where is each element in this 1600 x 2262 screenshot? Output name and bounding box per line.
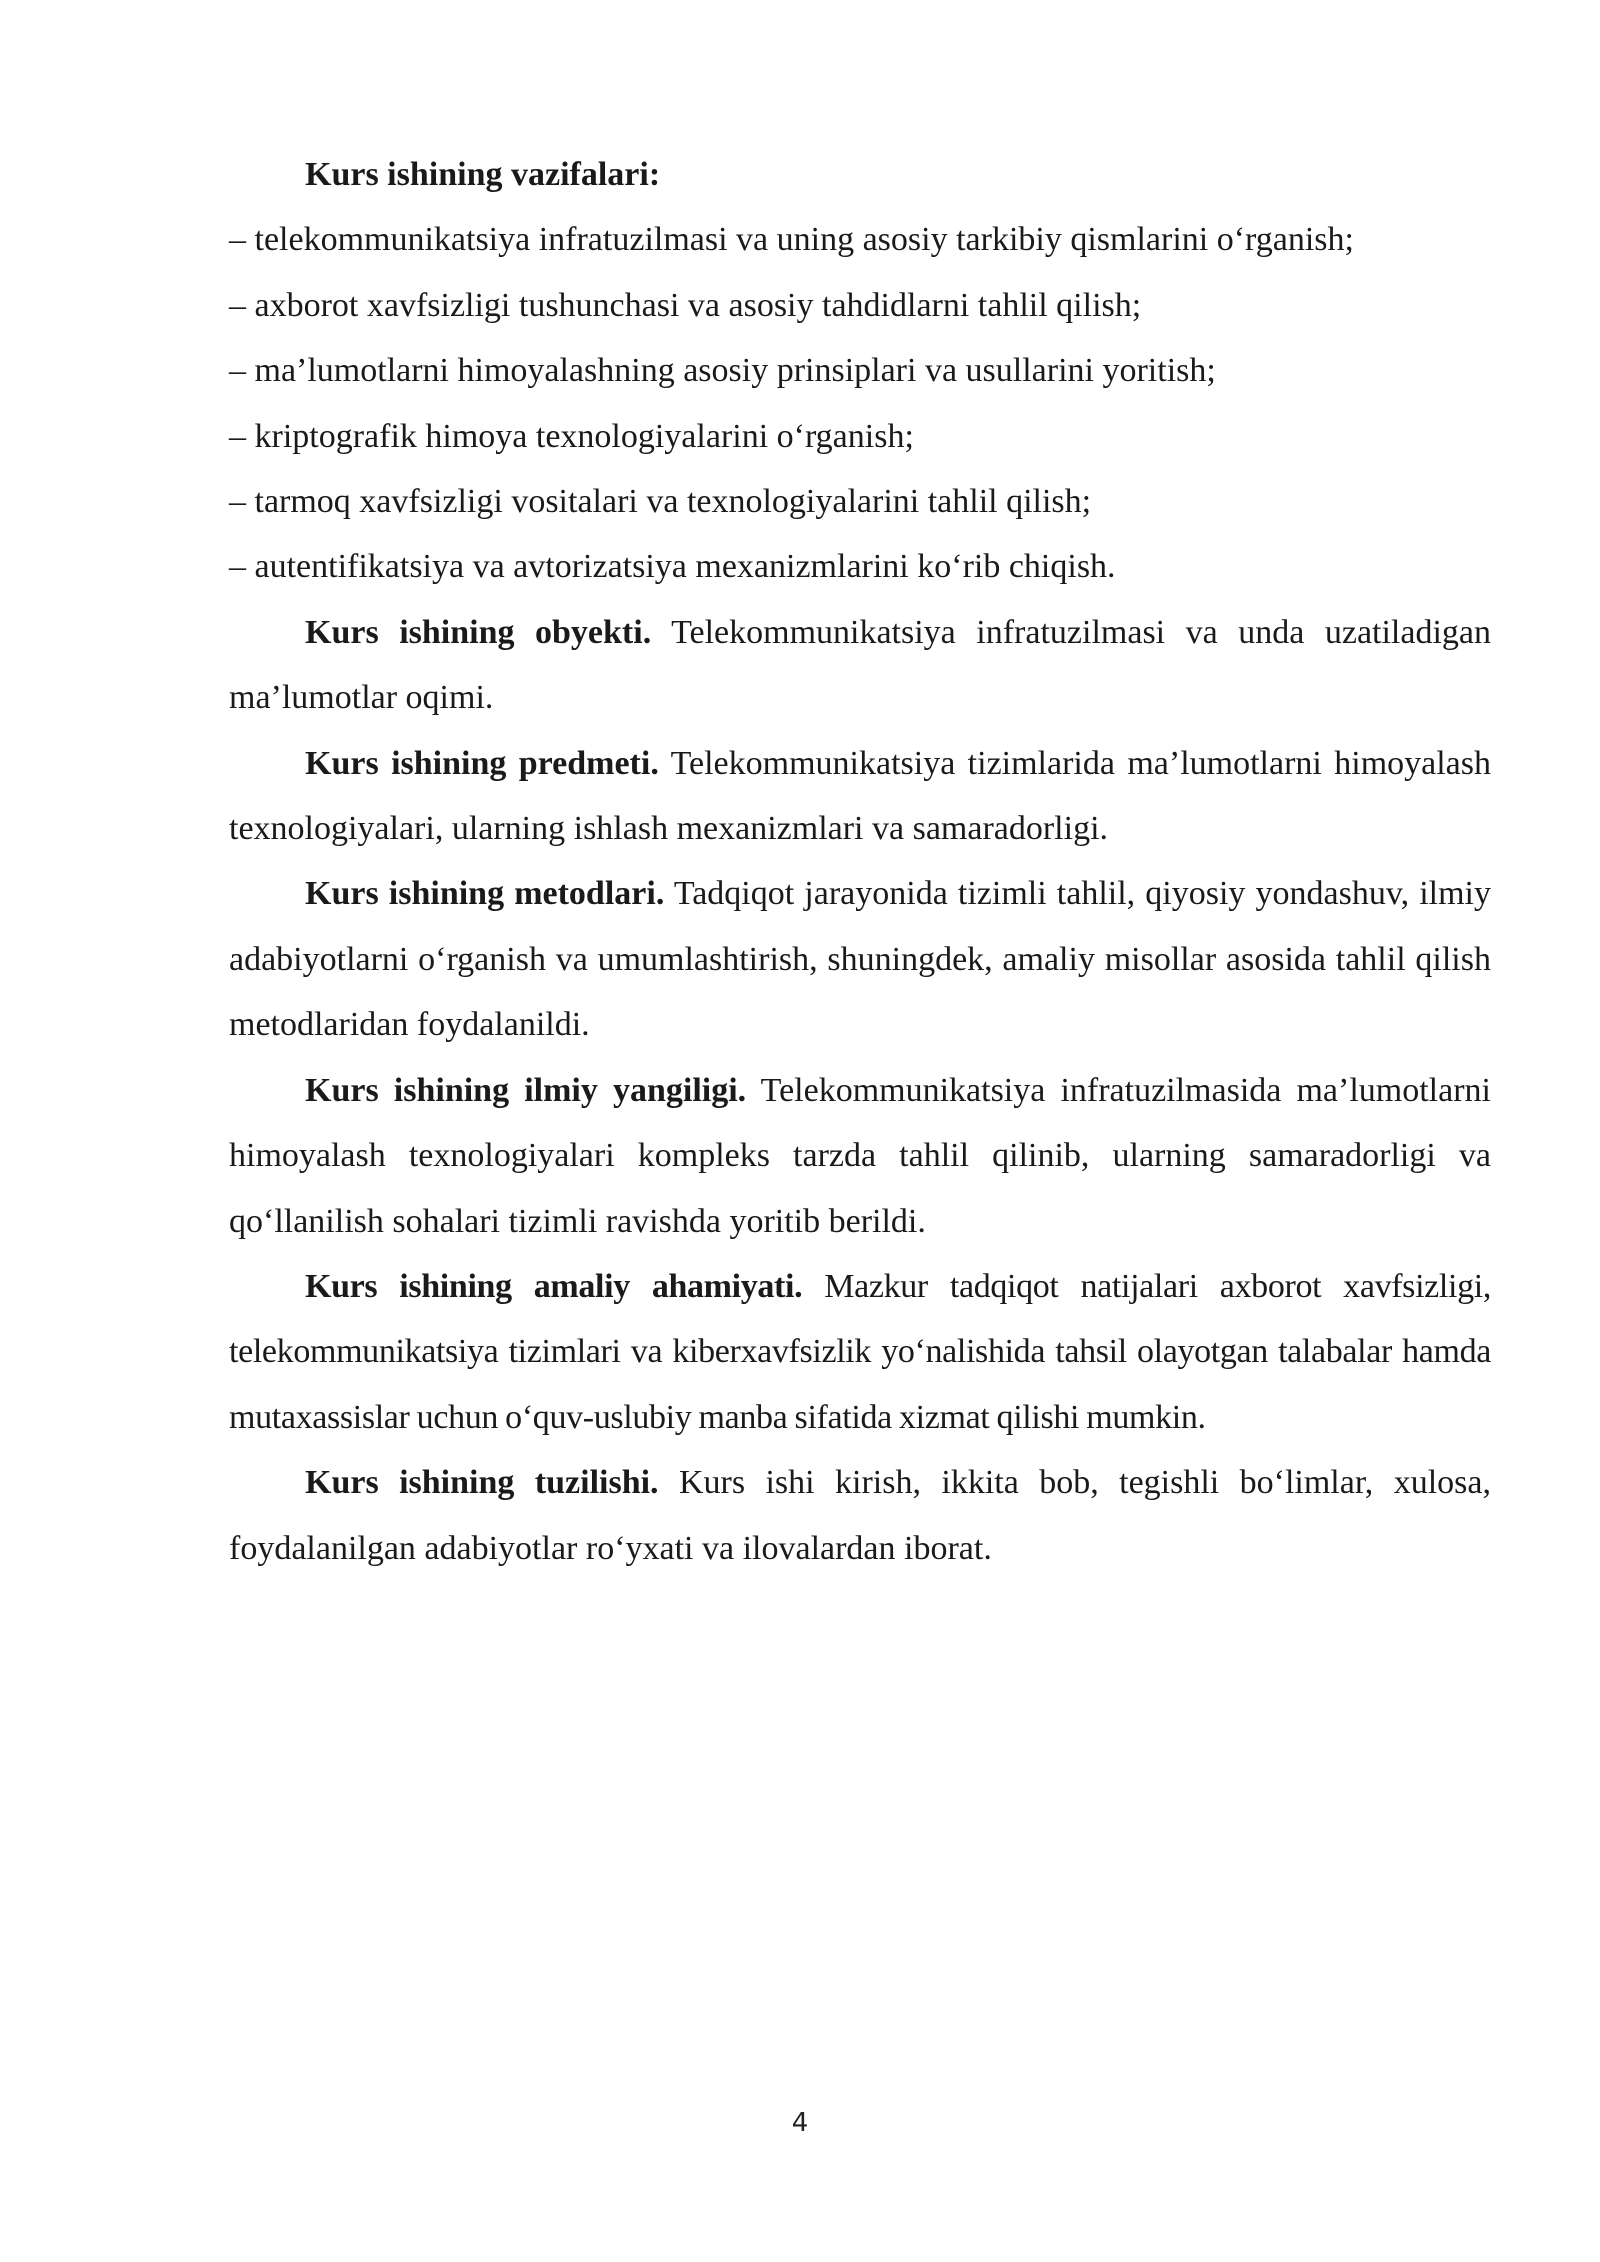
section-methods — [229, 861, 1491, 1057]
section-lead: Kurs ishining tuzilishi. — [305, 1464, 659, 1502]
section-text: Telekommunikatsiya infratuzilmasi va unda uzatiladigan ma’lumotlar oqimi. — [229, 613, 1492, 717]
section-text: Telekommunikatsiya infratuzilmasida ma’lumotlarni himoyalash texnologiyalari kompleks tarzda tahlil qilinib, ularning samaradorligi va qo‘llanilish sohalari tizimli ravishda yoritib berildi. — [229, 1071, 1491, 1240]
section-lead: Kurs ishining metodlari. — [305, 875, 665, 913]
section-practical-value — [229, 1254, 1491, 1450]
section-text: Telekommunikatsiya tizimlarida ma’lumotlarni himoyalash texnologiyalari, ularning ishlash mexanizmlari va samaradorligi. — [229, 744, 1491, 848]
task-item: – axborot xavfsizligi tushunchasi va asosiy tahdidlarni tahlil qilish; — [229, 286, 1142, 324]
section-lead: Kurs ishining predmeti. — [305, 744, 659, 782]
section-text: Mazkur tadqiqot natijalari axborot xavfsizligi, telekommunikatsiya tizimlari va kiberxavfsizlik yo‘nalishida tahsil olayotgan talabalar hamda mutaxassislar uchun o‘quv-uslubiy manba sifatida xizmat qilishi mumkin. — [229, 1267, 1491, 1436]
task-item: – ma’lumotlarni himoyalashning asosiy prinsiplari va usullarini yoritish; — [229, 352, 1216, 390]
task-item: – kriptografik himoya texnologiyalarini o‘rganish; — [229, 417, 914, 455]
task-item: – tarmoq xavfsizligi vositalari va texnologiyalarini tahlil qilish; — [229, 483, 1092, 521]
document-body — [229, 142, 1491, 1581]
section-lead: Kurs ishining obyekti. — [305, 613, 652, 651]
page-number: 4 — [791, 2108, 809, 2138]
tasks-list — [229, 207, 1491, 599]
section-text: Tadqiqot jarayonida tizimli tahlil, qiyosiy yondashuv, ilmiy adabiyotlarni o‘rganish va umumlashtirish, shuningdek, amaliy misollar asosida tahlil qilish metodlaridan foydalanildi. — [229, 875, 1492, 1044]
section-object — [229, 600, 1491, 731]
section-lead: Kurs ishining amaliy ahamiyati. — [305, 1267, 803, 1305]
task-item: – telekommunikatsiya infratuzilmasi va uning asosiy tarkibiy qismlarini o‘rganish; — [229, 221, 1354, 259]
section-novelty — [229, 1058, 1491, 1254]
task-item: – autentifikatsiya va avtorizatsiya mexanizmlarini ko‘rib chiqish. — [229, 548, 1116, 586]
section-lead: Kurs ishining ilmiy yangiligi. — [305, 1071, 747, 1109]
tasks-heading: Kurs ishining vazifalari: — [305, 156, 661, 193]
section-subject — [229, 731, 1491, 862]
section-text: Kurs ishi kirish, ikkita bob, tegishli bo‘limlar, xulosa, foydalanilgan adabiyotlar ro‘yxati va ilovalardan iborat. — [229, 1464, 1491, 1567]
section-structure — [229, 1450, 1491, 1581]
